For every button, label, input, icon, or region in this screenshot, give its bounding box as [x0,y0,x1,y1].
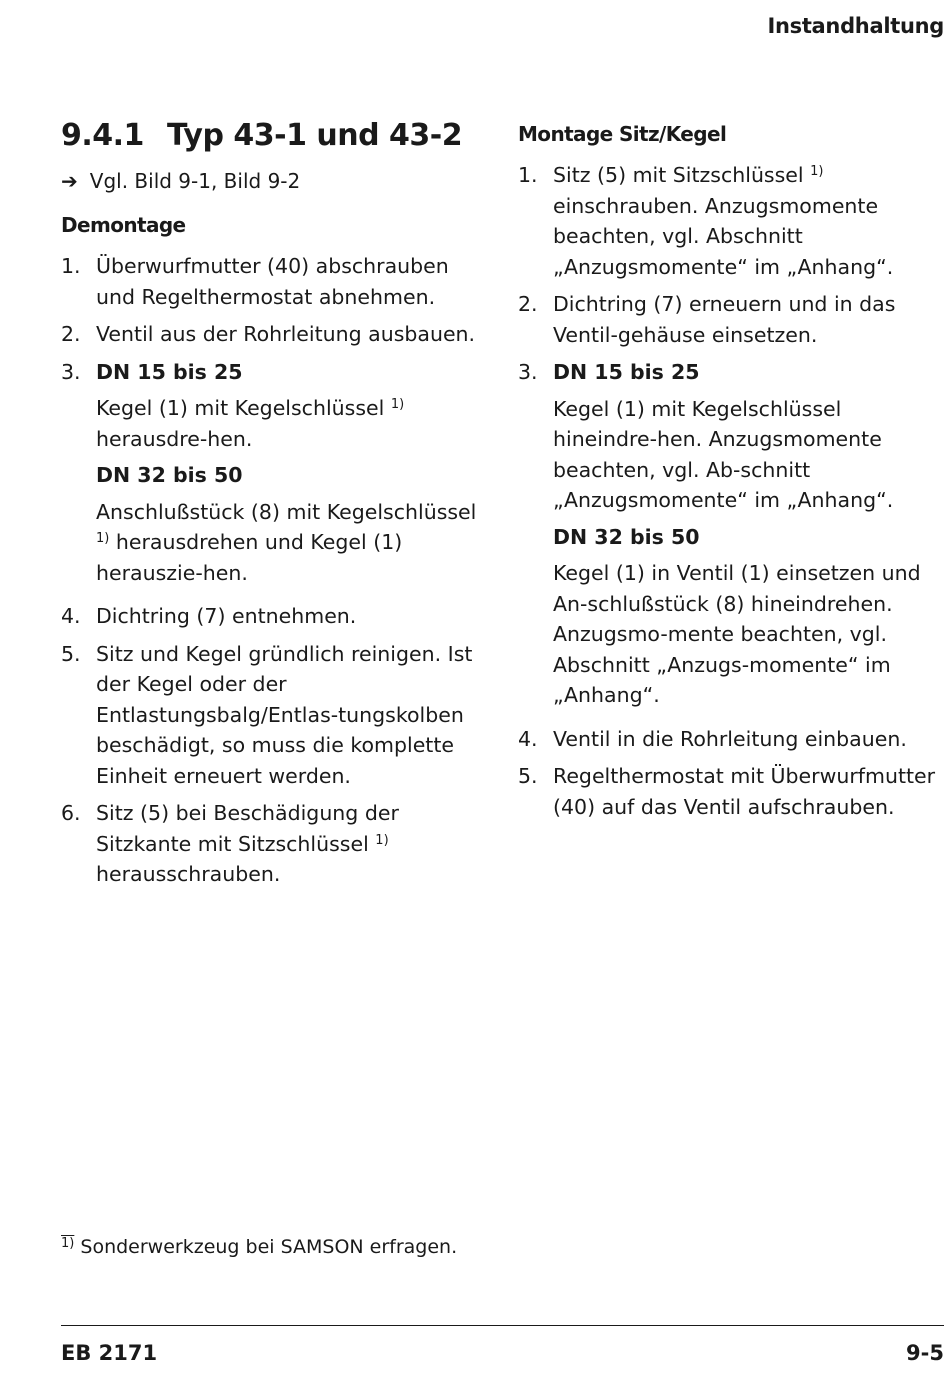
figure-reference-text: Vgl. Bild 9-1, Bild 9-2 [89,169,301,193]
footnote-ref: 1) [96,531,110,546]
step-number: 5. [518,764,538,788]
header-section-title: Instandhaltung [767,14,944,38]
list-item [61,357,491,595]
step-subheading: DN 32 bis 50 [553,524,700,549]
list-item [518,357,950,717]
step-text: herausdrehen und Kegel (1) herauszie-hen. [96,530,403,585]
footnote [61,1236,457,1258]
step-text: Dichtring (7) entnehmen. [96,604,357,628]
list-item [518,761,950,822]
montage-heading: Montage Sitz/Kegel [518,122,727,146]
step-paragraph [96,393,491,454]
section-number: 9.4.1 [61,118,144,153]
step-number: 1. [518,163,538,187]
footnote-text: Sonderwerkzeug bei SAMSON erfragen. [80,1236,458,1258]
step-text: Ventil aus der Rohrleitung ausbauen. [96,322,476,346]
step-number: 5. [61,641,81,666]
step-text: herausdre-hen. [96,426,253,451]
montage-steps [518,160,950,822]
section-heading [61,118,491,153]
step-number: 1. [61,254,81,278]
step-number: 4. [61,604,81,628]
step-number: 6. [61,801,81,825]
step-subheading: DN 15 bis 25 [96,359,243,384]
list-item [61,798,491,890]
step-text: Sitz und Kegel gründlich reinigen. Ist der Kegel oder der Entlastungsbalg/Entlas-tungskolben beschädigt, so muss die komplette Einheit erneuert werden. [96,641,473,788]
step-text: Sitz (5) bei Beschädigung der Sitzkante mit Sitzschlüssel [96,801,399,856]
footer-divider [61,1325,944,1326]
step-text: Sitz (5) mit Sitzschlüssel [553,163,811,187]
step-body [553,160,950,282]
footnote-ref: 1) [375,832,389,848]
left-column [61,118,491,897]
list-item [518,160,950,282]
step-paragraph: Kegel (1) mit Kegelschlüssel hineindre-hen. Anzugsmomente beachten, vgl. Ab-schnitt „Anzugsmomente“ im „Anhang“. [553,396,894,512]
step-subheading: DN 15 bis 25 [553,360,700,384]
list-item [61,601,491,632]
right-column [518,122,950,829]
step-body [553,357,950,717]
footnote-mark: 1) [61,1236,75,1251]
step-number: 3. [518,360,538,384]
step-text: herausschrauben. [96,862,281,886]
step-text: Überwurfmutter (40) abschrauben und Regelthermostat abnehmen. [96,254,449,309]
list-item [61,319,491,350]
step-subheading: DN 32 bis 50 [96,463,243,487]
step-number: 4. [518,726,538,751]
page-number: 9-5 [906,1341,944,1365]
step-text: Dichtring (7) erneuern und in das Ventil-gehäuse einsetzen. [553,292,896,347]
step-text: Ventil in die Rohrleitung einbauen. [553,726,907,751]
list-item [61,639,491,792]
arrow-right-icon: ➔ [61,169,78,193]
demontage-heading: Demontage [61,213,186,237]
step-body [96,357,491,595]
step-text: Anschlußstück (8) mit Kegelschlüssel [96,499,477,524]
footnote-ref: 1) [810,164,824,179]
list-item [518,289,950,350]
list-item [61,251,491,312]
step-text: Regelthermostat mit Überwurfmutter (40) auf das Ventil aufschrauben. [553,764,936,819]
step-text: einschrauben. Anzugsmomente beachten, vgl. Abschnitt „Anzugsmomente“ im „Anhang“. [553,193,894,279]
list-item [518,724,950,755]
step-paragraph [96,497,491,589]
step-text: Kegel (1) mit Kegelschlüssel [96,396,391,420]
footnote-ref: 1) [390,397,405,412]
step-number: 3. [61,359,81,384]
step-paragraph: Kegel (1) in Ventil (1) einsetzen und An-schlußstück (8) hineindrehen. Anzugsmo-mente beachten, vgl. Abschnitt „Anzugs-momente“ im „Anhang“. [553,561,921,707]
step-body [96,798,491,890]
figure-reference [61,169,491,193]
section-title: Typ 43-1 und 43-2 [167,118,463,153]
step-number: 2. [61,322,81,346]
step-number: 2. [518,292,538,316]
document-number: EB 2171 [61,1341,158,1365]
demontage-steps [61,251,491,890]
